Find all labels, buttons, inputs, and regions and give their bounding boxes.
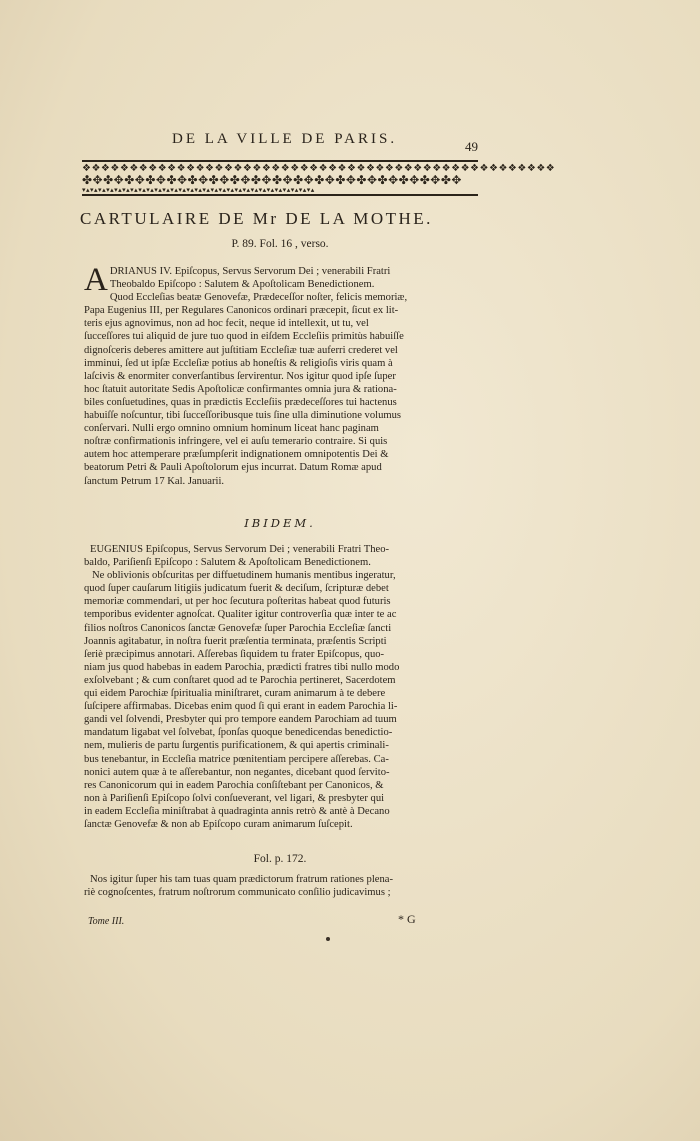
text-line: baldo, Pariſienſi Epiſcopo : Salutem & Apoſtolicam Benedictionem. (84, 557, 371, 569)
text-line: Joannis agitabatur, in noſtra fuerit præſentia terminata, præſentis Scripti (84, 635, 387, 647)
running-head: DE LA VILLE DE PARIS. (172, 131, 398, 147)
text-line: habuiſſe noſcuntur, tibi ſucceſſoribusque tuis ſine ulla diminutione volumus (84, 410, 402, 422)
text-line: memoriæ commendari, ut per hoc ſecutura poſteritas habeat quod futuris (84, 596, 391, 608)
text-line: conſervari. Nulli ergo omnino omnium hominum liceat hanc paginam (84, 423, 379, 435)
decorative-band (82, 160, 556, 194)
text-line: non à Pariſienſi Epiſcopo ſolvi conſueverant, vel ligari, & presbyter qui (84, 792, 385, 804)
ornament-row-bottom: ▾▴▾▴▾▴▾▴▾▴▾▴▾▴▾▴▾▴▾▴▾▴▾▴▾▴▾▴▾▴▾▴▾▴▾▴▾▴▾▴▾▴▾▴▾▴▾▴▾▴▾▴▾▴▾▴▾▴ (82, 187, 478, 196)
section2-text (84, 543, 484, 831)
text-line: riè cognoſcentes, fratrum noſtrorum communicato conſilio judicavimus ; (84, 887, 391, 899)
text-line: quod ſuper cauſarum litigiis judicatum fuerit & deciſum, ſcripturæ debet (84, 583, 389, 595)
section2-lines (84, 543, 484, 831)
text-line: in eadem Eccleſia miniſtrabat à quadraginta annis retrò & antè à Decano (84, 805, 390, 817)
ink-dot (326, 937, 330, 941)
text-line: EUGENIUS Epiſcopus, Servus Servorum Dei ; venerabili Fratri Theo- (90, 544, 390, 555)
drop-cap: A (84, 262, 108, 298)
text-line: temporibus evidenter agnoſcat. Qualiter igitur controverſia quæ inter te ac (84, 609, 397, 621)
section1-reference: P. 89. Fol. 16 , verso. (231, 238, 329, 250)
page-title: CARTULAIRE DE Mr DE LA MOTHE. (80, 209, 433, 228)
section3-text (84, 873, 484, 899)
text-line: ſucceſſores tui aliquid de jure tuo quod in eiſdem Eccleſiis primitùs habuiſſe (84, 331, 404, 343)
text-line: laſcivis & enormiter converſantibus ſervirentur. Nos igitur quod ipſe ſuper (84, 370, 396, 382)
text-line: ſuſcipere affirmabas. Dicebas enim quod ſi qui erant in eadem Parochia li- (84, 701, 398, 713)
text-line: nonici autem quæ à te aſſerebantur, non negantes, dicebant quod ſervito- (84, 766, 390, 778)
text-line: autem hoc attemperare præſumpſerit indignationem omnipotentis Dei & (84, 449, 389, 461)
text-line: teris ejus agnovimus, non ad hoc fecit, neque id intellexit, ut tu, vel (84, 318, 369, 330)
text-line: ſeriè præcipimus annotari. Aſſerebas ſiquidem tu frater Epiſcopus, quo- (84, 648, 385, 660)
text-line: beatorum Petri & Pauli Apoſtolorum ejus incurrat. Datum Romæ apud (84, 462, 382, 474)
ornament-row-middle: ✤✥✤✥✤✥✤✥✤✥✤✥✤✥✤✥✤✥✤✥✤✥✤✥✤✥✤✥✤✥✤✥✤✥✤✥ (82, 173, 462, 187)
ibidem-heading: IBIDEM. (244, 516, 316, 530)
text-line: exſolvebant ; & cum conſtaret quod ad te Parochia pertineret, Sacerdotem (84, 674, 396, 686)
section1-text (84, 262, 484, 488)
text-line: Theobaldo Epiſcopo : Salutem & Apoſtolicam Benedictionem. (109, 279, 375, 291)
section1-lines (84, 262, 484, 488)
text-line: Nos igitur ſuper his tam tuas quam prædictorum fratrum rationes plena- (90, 874, 394, 885)
text-line: Quod Eccleſias beatæ Genovefæ, Prædeceſſor noſter, felicis memoriæ, (109, 292, 408, 304)
ornament-row-top: ❖❖❖❖❖❖❖❖❖❖❖❖❖❖❖❖❖❖❖❖❖❖❖❖❖❖❖❖❖❖❖❖❖❖❖❖❖❖❖❖❖❖❖❖❖❖❖❖❖❖ (82, 160, 478, 174)
text-line: Papa Eugenius III, per Regulares Canonicos ordinari præcepit, ſicut ex lit- (84, 305, 399, 317)
text-line: filios noſtros Canonicos ſanctæ Genovefæ ſuper Parochia Eccleſiæ ſancti (84, 622, 392, 634)
text-line: gandi vel ſolvendi, Presbyter qui pro tempore eandem Parochiam ad tuum (84, 714, 397, 726)
text-line: qui eidem Parochiæ ſpiritualia miniſtraret, curam animarum à te debere (84, 688, 386, 700)
text-line: mandatum ligabat vel ſolvebat, ſponſas quoque benedicendas benedictio- (84, 727, 393, 739)
page-number: 49 (465, 139, 478, 154)
volume-signature: Tome III. (88, 916, 125, 927)
text-line: Ne oblivionis obſcuritas per diffuetudinem humanis mentibus ingeratur, (92, 570, 396, 582)
section3-reference: Fol. p. 172. (253, 853, 307, 865)
text-line: niam jus quod habebas in eadem Parochia, prædicti fratres tibi nullo modo (84, 661, 400, 673)
text-line: res Canonicorum qui in eadem Parochia conſiſtebant per Canonicos, & (84, 779, 384, 791)
section3-lines (84, 873, 484, 899)
text-line: dignoſceris deberes amittere aut juſtitiam Eccleſiæ tuæ auferri crederet vel (84, 344, 398, 356)
text-line: hoc ſtatuit autoritate Sedis Apoſtolicæ confirmantes omnia jura & rationa- (84, 383, 397, 395)
text-line: ſanctæ Genovefæ & non ab Epiſcopo curam animarum ſuſcepit. (84, 818, 353, 830)
text-line: DRIANUS IV. Epiſcopus, Servus Servorum Dei ; venerabili Fratri (109, 266, 391, 277)
text-line: noſtræ confirmationis infringere, vel ei auſu temerario contraire. Si quis (84, 436, 388, 448)
text-line: nem, mulieris de partu ſurgentis purificationem, & qui apertis criminali- (84, 740, 389, 752)
text-line: biles conſuetudines, quas in prædictis Eccleſiis prædeceſſores tui hactenus (84, 396, 397, 408)
text-line: imminui, ſed ut ipſæ Eccleſiæ potius ab honeſtis & religioſis viris quam à (84, 357, 393, 369)
sheet-mark: * G (398, 912, 416, 926)
text-line: ſanctum Petrum 17 Kal. Januarii. (84, 475, 225, 487)
text-line: bus tenebantur, in Eccleſia matrice pœnitentiam percipere aſſerebas. Ca- (84, 753, 389, 765)
